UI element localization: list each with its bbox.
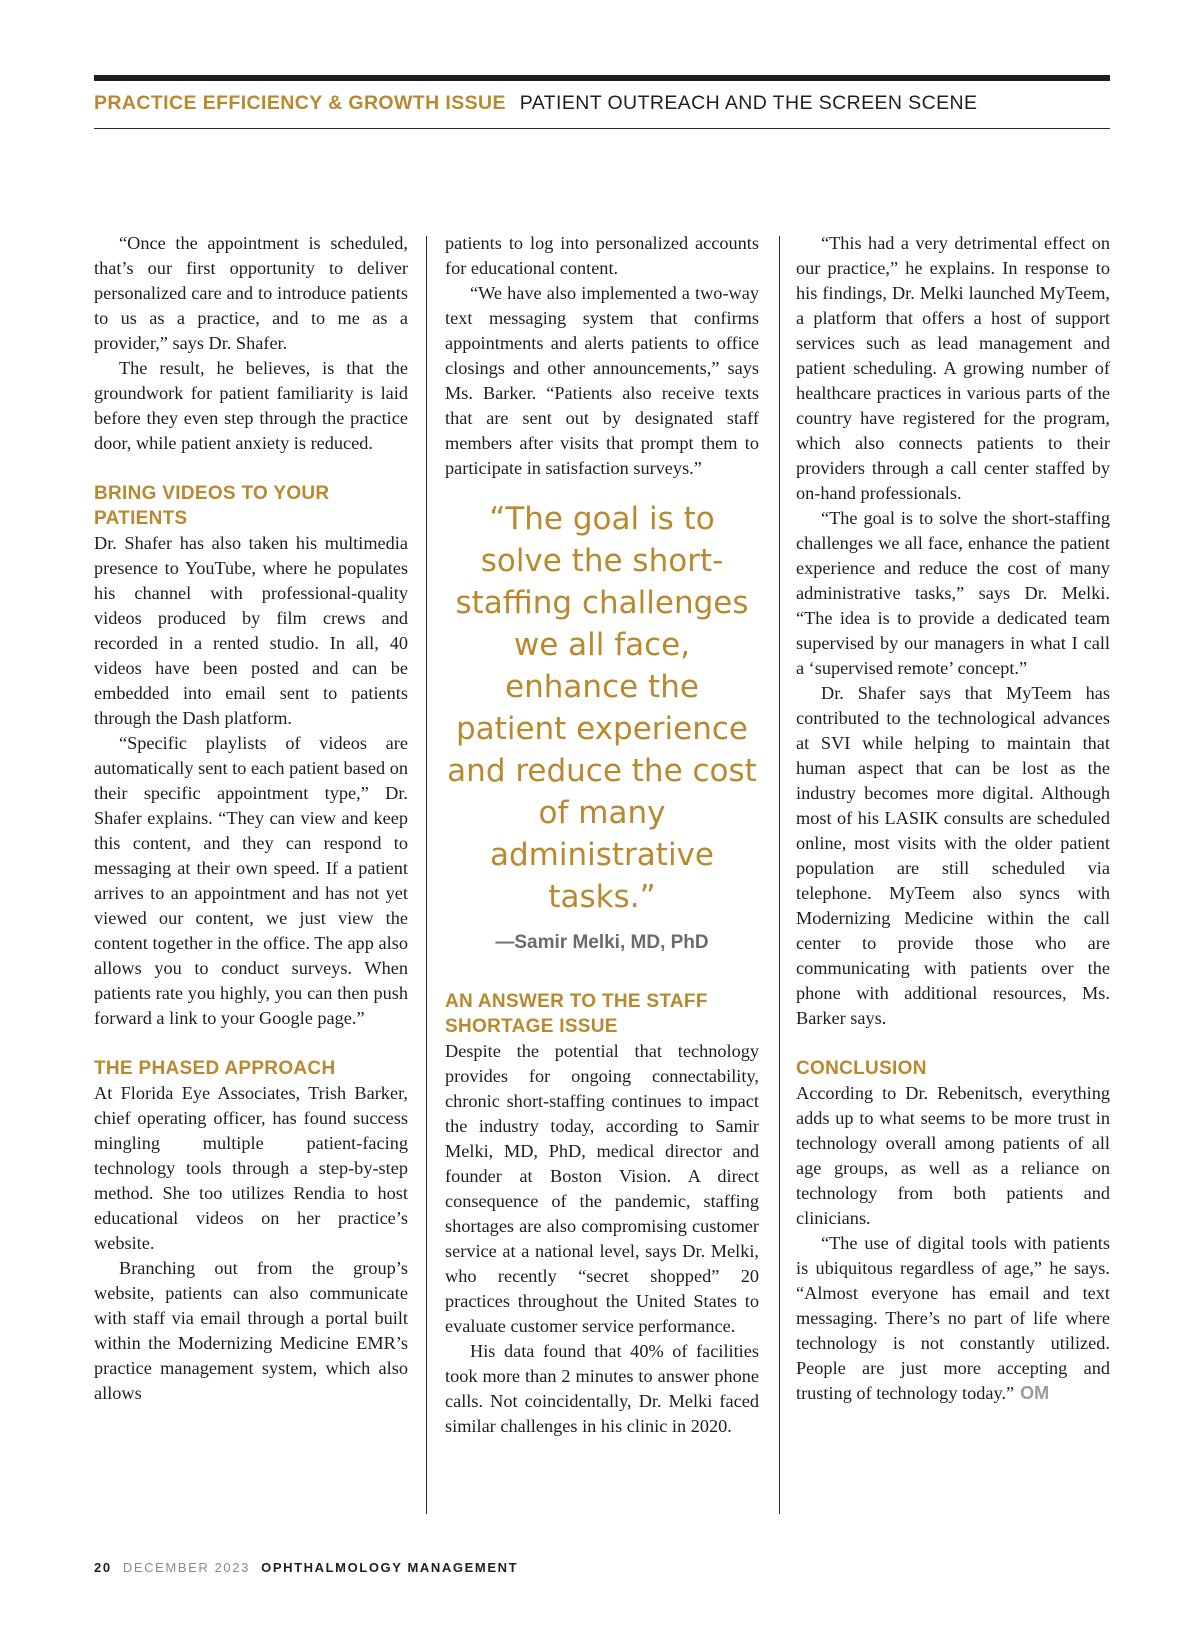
- paragraph: patients to log into personalized accounts for educational content.: [445, 233, 759, 278]
- pull-quote: “The goal is to solve the short-staffing challenges we all face, enhance the patient experience and reduce the cost of many administrative tasks.”: [447, 501, 757, 915]
- subhead-conclusion: CONCLUSION: [796, 1058, 927, 1079]
- article-column-2: [445, 231, 759, 1439]
- paragraph: “This had a very detrimental effect on our practice,” he explains. In response to his findings, Dr. Melki launched MyTeem, a platform that offers a host of support services such as lead management and patient scheduling. A growing number of healthcare practices in various parts of the country have registered for the program, which also connects patients to their providers through a call center staffed by on-hand professionals.: [796, 233, 1110, 503]
- end-mark: OM: [1020, 1383, 1050, 1403]
- paragraph: Dr. Shafer has also taken his multimedia presence to YouTube, where he populates his channel with professional-quality videos produced by film crews and recorded in a rented studio. In all, 40 videos have been posted and can be embedded into email sent to patients through the Dash platform.: [94, 533, 408, 728]
- column-divider: [779, 236, 780, 1514]
- paragraph: His data found that 40% of facilities took more than 2 minutes to answer phone calls. Not coincidentally, Dr. Melki faced similar challenges in his clinic in 2020.: [445, 1341, 759, 1436]
- running-header: [94, 92, 1110, 115]
- page-number: 20: [94, 1560, 112, 1575]
- paragraph: According to Dr. Rebenitsch, everything adds up to what seems to be more trust in technology overall among patients of all age groups, as well as a reliance on technology from both patients and clinicians.: [796, 1083, 1110, 1228]
- publication-name: OPHTHALMOLOGY MANAGEMENT: [261, 1560, 519, 1575]
- subhead-phased-approach: THE PHASED APPROACH: [94, 1058, 336, 1079]
- paragraph: “The goal is to solve the short-staffing challenges we all face, enhance the patient experience and reduce the cost of many administrative tasks,” says Dr. Melki. “The idea is to provide a dedicated team supervised by our managers in what I call a ‘supervised remote’ concept.”: [796, 508, 1110, 678]
- paragraph: Dr. Shafer says that MyTeem has contributed to the technological advances at SVI while helping to maintain that human aspect that can be lost as the industry becomes more digital. Although most of his LASIK consults are scheduled online, most visits with the older patient population are still scheduled via telephone. MyTeem also syncs with Modernizing Medicine within the call center to provide those who are communicating with patients over the phone with additional resources, Ms. Barker says.: [796, 683, 1110, 1028]
- article-column-1: [94, 231, 408, 1406]
- pull-quote-attribution: —Samir Melki, MD, PhD: [495, 932, 709, 953]
- issue-date: DECEMBER 2023: [122, 1560, 250, 1575]
- paragraph: “Specific playlists of videos are automatically sent to each patient based on their specific appointment type,” Dr. Shafer explains. “They can view and keep this content, and they can respond to messaging at their own speed. If a patient arrives to an appointment and has not yet viewed our content, we just view the content together in the office. The app also allows you to conduct surveys. When patients rate you highly, you can then push forward a link to your Google page.”: [94, 733, 408, 1028]
- paragraph: “Once the appointment is scheduled, that’s our first opportunity to deliver personalized care and to introduce patients to us as a practice, and to me as a provider,” says Dr. Shafer.: [94, 233, 408, 353]
- header-rule: [94, 128, 1110, 129]
- paragraph: “We have also implemented a two-way text messaging system that confirms appointments and alerts patients to office closings and other announcements,” says Ms. Barker. “Patients also receive texts that are sent out by designated staff members after visits that prompt them to participate in satisfaction surveys.”: [445, 283, 759, 478]
- issue-label: PRACTICE EFFICIENCY & GROWTH ISSUE: [94, 92, 506, 114]
- paragraph: Despite the potential that technology provides for ongoing connectability, chronic short-staffing continues to impact the industry today, according to Samir Melki, MD, PhD, medical director and founder at Boston Vision. A direct consequence of the pandemic, staffing shortages are also compromising customer service at a national level, says Dr. Melki, who recently “secret shopped” 20 practices throughout the United States to evaluate customer service performance.: [445, 1041, 759, 1336]
- paragraph: Branching out from the group’s website, patients can also communicate with staff via email through a portal built within the Modernizing Medicine EMR’s practice management system, which also allows: [94, 1258, 408, 1403]
- article-column-3: [796, 231, 1110, 1406]
- paragraph-final: [796, 1231, 1110, 1406]
- paragraph-text: “The use of digital tools with patients is ubiquitous regardless of age,” he says. “Almost everyone has email and text messaging. There’s no part of life where technology is not constantly utilized. People are just more accepting and trusting of technology today.”: [796, 1233, 1110, 1403]
- page-footer: [94, 1560, 518, 1575]
- subhead-bring-videos: BRING VIDEOS TO YOUR PATIENTS: [94, 483, 330, 529]
- section-label: PATIENT OUTREACH AND THE SCREEN SCENE: [519, 92, 978, 114]
- paragraph: At Florida Eye Associates, Trish Barker, chief operating officer, has found success mingling multiple patient-facing technology tools through a step-by-step method. She too utilizes Rendia to host educational videos on her practice’s website.: [94, 1083, 408, 1253]
- subhead-staff-shortage: AN ANSWER TO THE STAFF SHORTAGE ISSUE: [445, 991, 708, 1037]
- top-rule: [94, 75, 1110, 81]
- column-divider: [426, 236, 427, 1514]
- paragraph: The result, he believes, is that the groundwork for patient familiarity is laid before they even step through the practice door, while patient anxiety is reduced.: [94, 358, 408, 453]
